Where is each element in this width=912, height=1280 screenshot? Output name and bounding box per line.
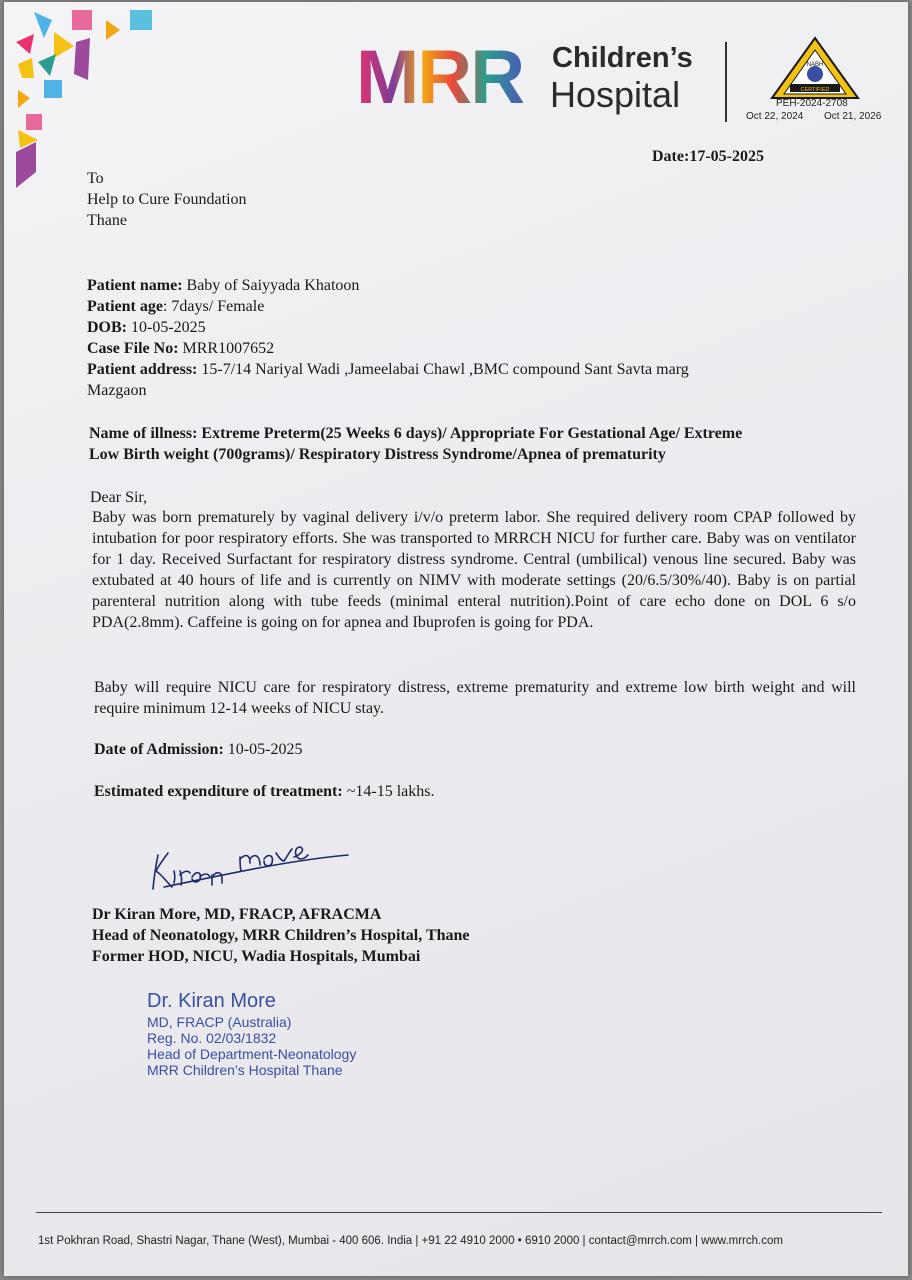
expenditure-row: [94, 781, 434, 802]
hospital-logo-line2: Hospital: [550, 74, 681, 115]
nabh-seal-top-text: NABH: [806, 62, 824, 68]
letter-page: [4, 2, 908, 1276]
nabh-seal-icon: [770, 36, 860, 100]
stamp-registration: Reg. No. 02/03/1832: [147, 1030, 277, 1046]
stamp-qualifications: MD, FRACP (Australia): [147, 1014, 292, 1030]
stamp-hospital: MRR Children’s Hospital Thane: [147, 1062, 343, 1078]
nabh-seal-certified-text: CERTIFIED: [800, 87, 830, 93]
patient-address-value: 15-7/14 Nariyal Wadi ,Jameelabai Chawl ,BMC compound Sant Savta marg: [197, 361, 689, 378]
admission-label: Date of Admission:: [94, 741, 224, 758]
patient-name-row: [87, 275, 359, 296]
nabh-valid-from: Oct 22, 2024: [746, 111, 804, 122]
salutation: Dear Sir,: [90, 489, 148, 506]
signatory-title: Head of Neonatology, MRR Children’s Hospital, Thane: [92, 927, 470, 944]
patient-age-row: [87, 296, 264, 317]
signatory-name: Dr Kiran More, MD, FRACP, AFRACMA: [92, 906, 382, 923]
patient-dob-label: DOB:: [87, 319, 127, 336]
body-paragraph-1: Baby was born prematurely by vaginal delivery i/v/o preterm labor. She required delivery room CPAP followed by intubation for poor respiratory efforts. She was transported to MRRCH NICU for further care. Baby was on ventilator for 1 day. Received Surfactant for respiratory distress syndrome. Central (umbilical) venous line secured. Baby was extubated at 40 hours of life and is currently on NIMV with moderate settings (20/6.5/30%/40). Baby is on partial parenteral nutrition along with tube feeds (minimal enteral nutrition).Point of care echo done on DOL 6 s/o PDA(2.8mm). Caffeine is going on for apnea and Ibuprofen is going for PDA.: [92, 509, 856, 631]
nabh-valid-to: Oct 21, 2026: [824, 111, 882, 122]
patient-dob-row: [87, 317, 206, 338]
decorative-shapes: [4, 2, 164, 192]
illness-line2: Low Birth weight (700grams)/ Respiratory Distress Syndrome/Apnea of prematurity: [89, 446, 666, 463]
hospital-logo-mark: MRR: [356, 35, 524, 120]
case-file-row: [87, 338, 274, 359]
signatory-former-role: Former HOD, NICU, Wadia Hospitals, Mumbai: [92, 948, 421, 965]
expenditure-value: ~14-15 lakhs.: [342, 783, 435, 800]
recipient-name: Help to Cure Foundation: [87, 191, 247, 208]
patient-name-value: Baby of Saiyyada Khatoon: [186, 277, 360, 294]
stamp-department: Head of Department-Neonatology: [147, 1046, 357, 1062]
nabh-id: PEH-2024-2708: [776, 98, 848, 109]
stamp-name: Dr. Kiran More: [147, 990, 276, 1012]
recipient-city: Thane: [87, 212, 127, 229]
body-paragraph-2: Baby will require NICU care for respiratory distress, extreme prematurity and extreme low birth weight and will require minimum 12-14 weeks of NICU stay.: [94, 679, 856, 717]
header-divider: [725, 42, 727, 122]
footer-contact: 1st Pokhran Road, Shastri Nagar, Thane (West), Mumbai - 400 606. India | +91 22 4910 2000 • 6910 2000 | contact@mrrch.com | www.mrrch.com: [38, 1235, 783, 1247]
patient-dob-value: 10-05-2025: [127, 319, 206, 336]
footer-divider: [36, 1212, 882, 1213]
recipient-to: To: [87, 170, 104, 187]
illness-line1: Name of illness: Extreme Preterm(25 Weeks 6 days)/ Appropriate For Gestational Age/ Extreme: [89, 425, 743, 442]
expenditure-label: Estimated expenditure of treatment:: [94, 783, 343, 800]
case-file-value: MRR1007652: [178, 340, 275, 357]
case-file-label: Case File No:: [87, 340, 179, 357]
hospital-logo-line1: Children’s: [552, 42, 693, 74]
patient-address-row: [87, 359, 689, 380]
patient-address-label: Patient address:: [87, 361, 198, 378]
admission-value: 10-05-2025: [223, 741, 303, 758]
patient-age-label: Patient age: [87, 298, 163, 315]
letter-date: Date:17-05-2025: [652, 148, 764, 165]
patient-address-line2: Mazgaon: [87, 382, 147, 399]
signature: [144, 837, 359, 897]
patient-age-value: : 7days/ Female: [162, 298, 265, 315]
admission-row: [94, 739, 302, 760]
patient-name-label: Patient name:: [87, 277, 183, 294]
